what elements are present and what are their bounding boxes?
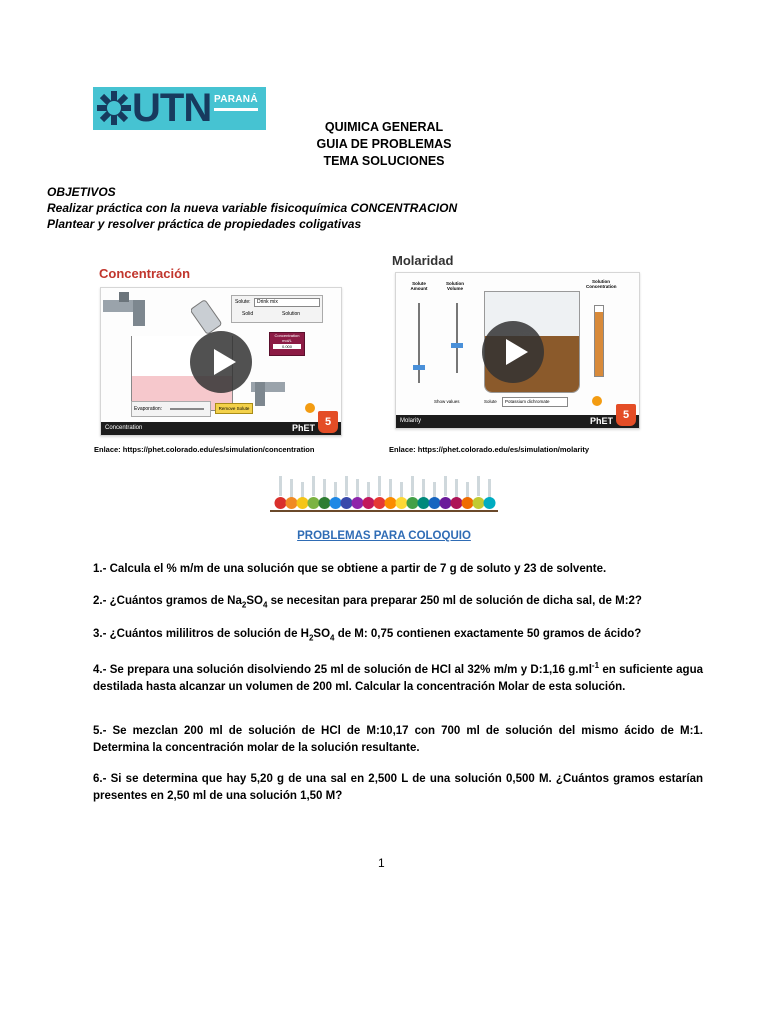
link-label: Enlace: — [94, 445, 121, 454]
concentration-bar — [594, 305, 604, 377]
utn-logo — [93, 87, 266, 130]
logo-city: PARANÁ — [214, 94, 258, 105]
flask-icon — [374, 497, 386, 509]
evaporation-panel — [131, 401, 211, 417]
solution-volume-thumb[interactable] — [451, 343, 463, 348]
flask-icon — [484, 497, 496, 509]
flask-icon — [308, 497, 320, 509]
drain-faucet-icon — [251, 374, 291, 408]
molarity-solute-select[interactable]: Potassium dichromate — [502, 397, 568, 407]
remove-solute-button[interactable]: Remove Solute — [215, 403, 253, 414]
title-line-1: QUIMICA GENERAL — [324, 120, 444, 134]
objective-1: Realizar práctica con la nueva variable fisicoquímica CONCENTRACION — [47, 201, 458, 215]
link-url[interactable]: https://phet.colorado.edu/es/simulation/concentration — [122, 445, 315, 454]
objectives-heading: OBJETIVOS — [47, 185, 116, 199]
molarity-solute-label: Solute — [484, 399, 497, 404]
title-line-3: TEMA SOLUCIONES — [323, 154, 445, 168]
flask-icon — [473, 497, 485, 509]
solution-concentration-label: Solution Concentration — [586, 279, 617, 289]
flask-neck — [345, 476, 348, 496]
flask-icon — [440, 497, 452, 509]
problem-6: 6.- Si se determina que hay 5,20 g de una sal en 2,500 L de una solución 0,500 M. ¿Cuántos gramos estarían presentes en 2,50 ml de una solución 1,50 M? — [93, 773, 703, 802]
sim-footer: Molarity — [396, 415, 639, 428]
link-label: Enlace: — [389, 445, 416, 454]
play-button[interactable] — [190, 331, 252, 393]
flask-neck — [312, 476, 315, 496]
flask-icon — [462, 497, 474, 509]
title-line-2: GUIA DE PROBLEMAS — [316, 137, 452, 151]
flask-neck — [411, 476, 414, 496]
reset-icon[interactable] — [592, 396, 602, 406]
flask-icon — [418, 497, 430, 509]
flasks-illustration — [268, 470, 500, 514]
flask-neck — [378, 476, 381, 496]
solute-amount-slider[interactable] — [418, 303, 420, 383]
flask-icon — [363, 497, 375, 509]
flask-neck — [356, 479, 359, 499]
solute-select[interactable]: Drink mix — [254, 298, 320, 307]
flask-neck — [455, 479, 458, 499]
phet-logo: PhET — [291, 423, 315, 433]
flask-icon — [330, 497, 342, 509]
solution-radio[interactable]: Solution — [282, 311, 301, 317]
reset-icon[interactable] — [305, 403, 315, 413]
play-button[interactable] — [482, 321, 544, 383]
logo-brand: UTN — [132, 86, 212, 130]
sim-concentration-title: Concentración — [99, 266, 191, 281]
flask-neck — [389, 479, 392, 499]
phet-logo: PhET — [589, 416, 613, 426]
logo-bar — [214, 108, 258, 111]
flask-neck — [422, 479, 425, 499]
evaporation-label: Evaporation: — [134, 406, 163, 412]
link-concentration[interactable] — [94, 445, 314, 454]
concentration-fill — [595, 312, 603, 376]
flask-icon — [352, 497, 364, 509]
problems-section-title: PROBLEMAS PARA COLOQUIO — [297, 530, 471, 542]
flask-neck — [477, 476, 480, 496]
faucet-icon — [103, 292, 155, 332]
sim-molarity-title: Molaridad — [392, 253, 454, 268]
solute-amount-label: Solute Amount — [410, 281, 428, 291]
problem-3: 3.- ¿Cuántos mililitros de solución de $H_2SO_4$ de M: 0,75 contienen exactamente 50 gramos de ácido? — [93, 628, 642, 643]
flask-icon — [385, 497, 397, 509]
flask-neck — [279, 476, 282, 496]
flask-icon — [451, 497, 463, 509]
html5-icon: 5 — [318, 411, 338, 433]
meter-value: 0.000 — [273, 344, 301, 349]
page-number: 1 — [378, 856, 385, 870]
meter-label: Concentration — [274, 333, 300, 338]
concentration-meter — [269, 332, 305, 356]
flask-neck — [323, 479, 326, 499]
objective-2: Plantear y resolver práctica de propiedades coligativas — [47, 217, 362, 231]
flask-icon — [396, 497, 408, 509]
link-url[interactable]: https://phet.colorado.edu/es/simulation/molarity — [417, 445, 590, 454]
solute-panel — [231, 295, 323, 323]
solid-radio[interactable]: Solid — [242, 311, 254, 317]
problem-1: 1.- Calcula el % m/m de una solución que se obtiene a partir de 7 g de soluto y 23 de solvente. — [93, 563, 607, 575]
flask-icon — [286, 497, 298, 509]
link-molarity[interactable] — [389, 445, 589, 454]
solution-volume-label: Solution Volume — [446, 281, 464, 291]
flask-neck — [488, 479, 491, 499]
problem-2: 2.- ¿Cuántos gramos de $Na_2SO_4$ se necesitan para preparar 250 ml de solución de dicha sal, de M:2? — [93, 595, 642, 610]
flask-neck — [290, 479, 293, 499]
problem-4: 4.- Se prepara una solución disolviendo 25 ml de solución de HCl al 32% m/m y D:1,16 $g.ml^{-1}$ en suficiente agua destilada hasta alcanzar un volumen de 200 ml. Calcular la concentración Molar de esta solución. — [93, 661, 703, 693]
flask-icon — [275, 497, 287, 509]
show-values-checkbox[interactable]: Show values — [434, 399, 460, 404]
meter-unit: mol/L — [282, 338, 292, 343]
sim-concentration-thumbnail[interactable] — [100, 287, 342, 436]
flask-neck — [444, 476, 447, 496]
gear-icon — [97, 91, 131, 125]
sim-molarity-thumbnail[interactable] — [395, 272, 640, 429]
solution-volume-slider[interactable] — [456, 303, 458, 373]
flask-icon — [319, 497, 331, 509]
solute-label: Solute: — [235, 299, 251, 305]
sim-footer: Concentration — [101, 422, 341, 435]
evaporation-slider[interactable] — [170, 408, 204, 410]
flask-icon — [429, 497, 441, 509]
flask-icon — [341, 497, 353, 509]
solute-amount-thumb[interactable] — [413, 365, 425, 370]
problem-5: 5.- Se mezclan 200 ml de solución de HCl de M:10,17 con 700 ml de solución del mismo ácido de M:1. Determina la concentración molar de la solución resultante. — [93, 725, 703, 754]
html5-icon: 5 — [616, 404, 636, 426]
flask-icon — [407, 497, 419, 509]
flask-icon — [297, 497, 309, 509]
